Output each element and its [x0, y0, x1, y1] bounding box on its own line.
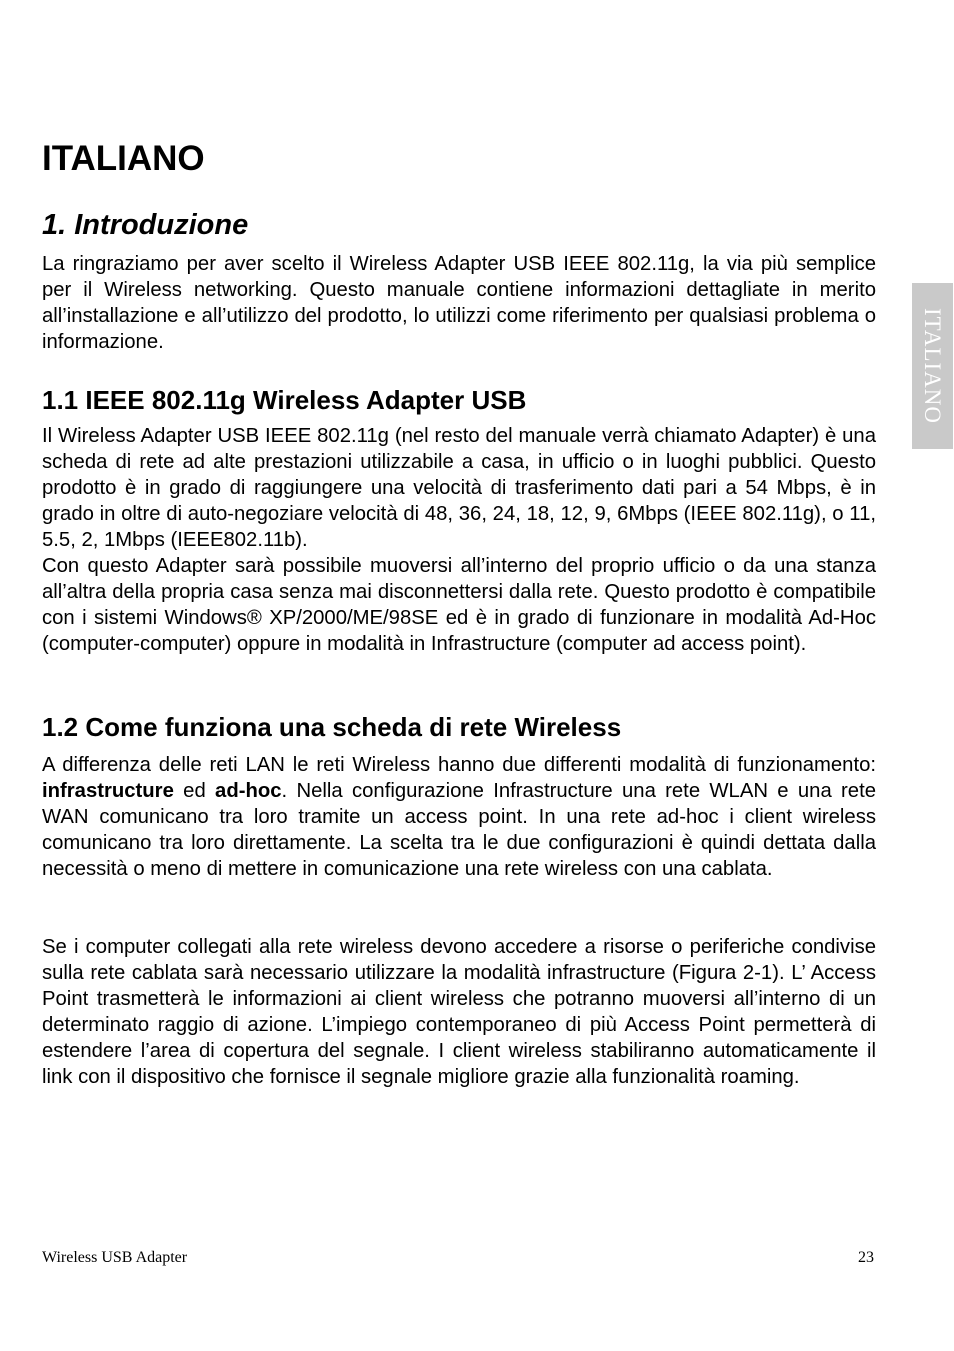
bold-term-ad-hoc: ad-hoc — [215, 780, 282, 802]
section-heading-introduzione: 1. Introduzione — [42, 209, 249, 241]
footer-page-number: 23 — [858, 1249, 874, 1266]
footer-product-name: Wireless USB Adapter — [42, 1249, 188, 1266]
side-tab-label: ITALIANO — [920, 307, 945, 425]
page-title: ITALIANO — [42, 139, 205, 178]
bold-term-infrastructure: infrastructure — [42, 780, 174, 802]
text-run: . Nella configurazione Infrastructure una rete WLAN e una rete WAN comunicano tra loro tramite un access point. In una rete ad-hoc i client wireless comunicano tra loro direttamente. La scelta tra le due configurazioni è quindi dettata dalla necessità o meno di mettere in comunicazione una rete wireless con una cablata. — [42, 780, 876, 880]
section-1-1-paragraph-2: Con questo Adapter sarà possibile muoversi all’interno del proprio ufficio o da una stanza all’altra della propria casa senza mai disconnettersi dalla rete. Questo prodotto è compatibile con i sistemi Windows® XP/2000/ME/98SE ed è in grado di funzionare in modalità Ad-Hoc (computer-computer) oppure in modalità in Infrastructure (computer ad access point). — [42, 555, 876, 655]
section-1-1-paragraph-1: Il Wireless Adapter USB IEEE 802.11g (nel resto del manuale verrà chiamato Adapter) è una scheda di rete ad alte prestazioni utilizzabile a casa, in ufficio o in luoghi pubblici. Questo prodotto è in grado di raggiungere una velocità di trasferimento dati pari a 54 Mbps, è in grado in oltre di auto-negoziare velocità di 48, 36, 24, 18, 12, 9, 6Mbps (IEEE 802.11g), o 11, 5.5, 2, 1Mbps (IEEE802.11b). — [42, 425, 876, 551]
language-side-tab — [912, 283, 953, 449]
section-1-2-paragraph-1 — [42, 752, 876, 882]
text-run: A differenza delle reti LAN le reti Wireless hanno due differenti modalità di funzionamento: — [42, 754, 876, 776]
intro-paragraph: La ringraziamo per aver scelto il Wireless Adapter USB IEEE 802.11g, la via più semplice per il Wireless networking. Questo manuale contiene informazioni dettagliate in merito all’installazione e all’utilizzo del prodotto, lo utilizzi come riferimento per qualsiasi problema o informazione. — [42, 253, 876, 353]
section-heading-1-2: 1.2 Come funziona una scheda di rete Wireless — [42, 712, 622, 742]
section-1-2-paragraph-2: Se i computer collegati alla rete wireless devono accedere a risorse o periferiche condivise sulla rete cablata sarà necessario utilizzare la modalità infrastructure (Figura 2-1). L’ Access Point trasmetterà le informazioni ai client wireless che potranno muoversi all’interno di un determinato raggio di azione. L’impiego contemporaneo di più Access Point permetterà di estendere l’area di copertura del segnale. I client wireless stabiliranno automaticamente il link con il dispositivo che fornisce il segnale migliore grazie alla funzionalità roaming. — [42, 936, 876, 1088]
text-run: ed — [173, 780, 216, 802]
section-heading-1-1: 1.1 IEEE 802.11g Wireless Adapter USB — [42, 385, 527, 415]
